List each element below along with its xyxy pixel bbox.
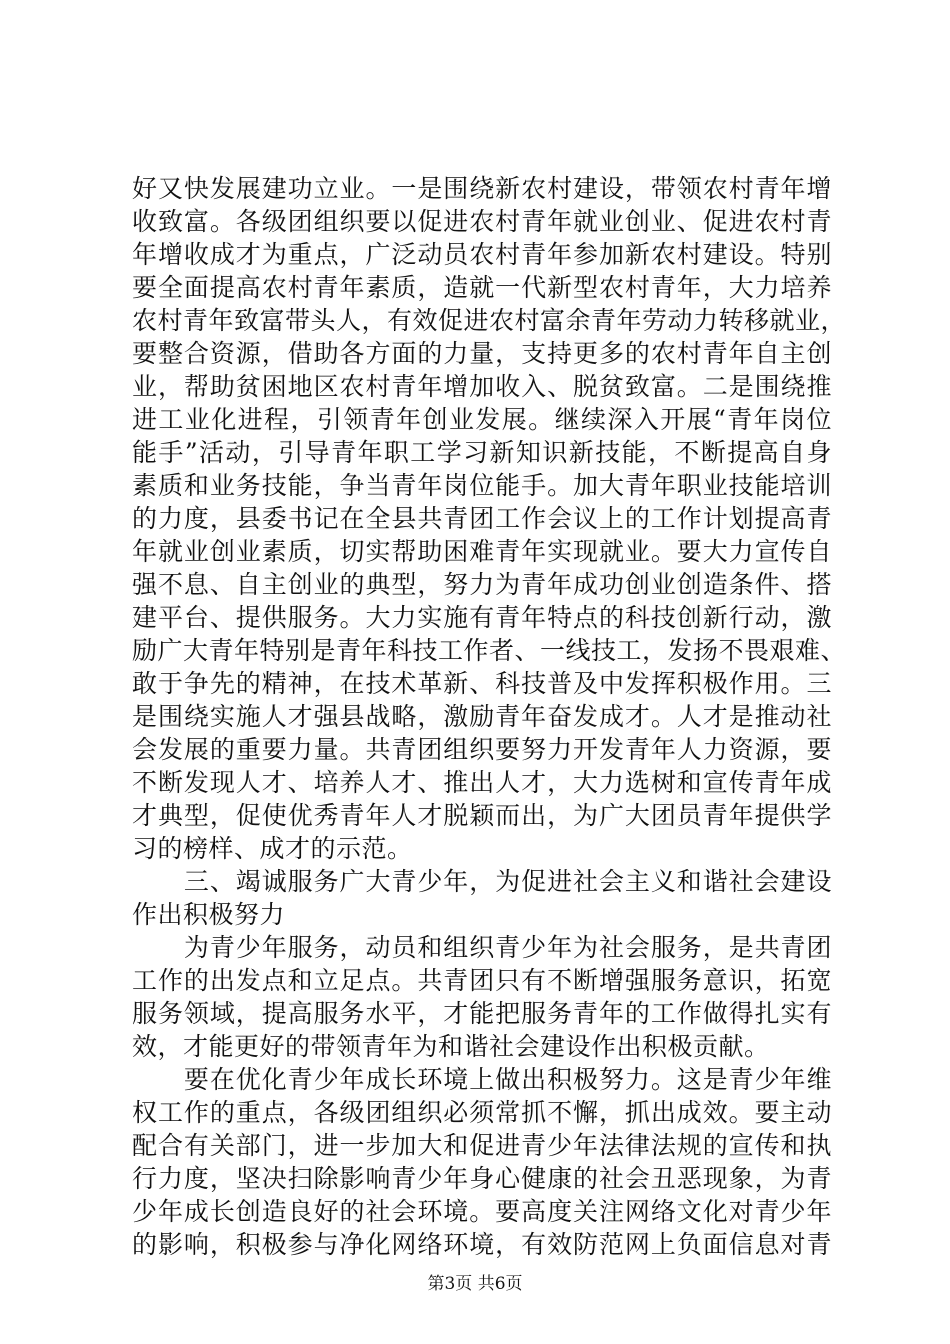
text-line: 权工作的重点，各级团组织必须常抓不懈，抓出成效。要主动 (132, 1098, 832, 1127)
text-line: 要全面提高农村青年素质，造就一代新型农村青年，大力培养 (132, 273, 832, 302)
text-line: 素质和业务技能，争当青年岗位能手。加大青年职业技能培训 (132, 471, 832, 500)
text-line: 建平台、提供服务。大力实施有青年特点的科技创新行动，激 (132, 603, 832, 632)
text-line: 要整合资源，借助各方面的力量，支持更多的农村青年自主创 (132, 339, 832, 368)
section-heading-line: 三、竭诚服务广大青少年，为促进社会主义和谐社会建设 (132, 867, 832, 896)
text-line: 为青少年服务，动员和组织青少年为社会服务，是共青团 (132, 933, 832, 962)
text-line: 的影响，积极参与净化网络环境，有效防范网上负面信息对青 (132, 1230, 832, 1259)
text-line: 才典型，促使优秀青年人才脱颖而出，为广大团员青年提供学 (132, 801, 832, 830)
text-line: 要在优化青少年成长环境上做出积极努力。这是青少年维 (132, 1065, 832, 1094)
text-line: 是围绕实施人才强县战略，激励青年奋发成才。人才是推动社 (132, 702, 832, 731)
text-line: 习的榜样、成才的示范。 (132, 834, 413, 863)
text-line: 年就业创业素质，切实帮助困难青年实现就业。要大力宣传自 (132, 537, 832, 566)
text-line: 的力度，县委书记在全县共青团工作会议上的工作计划提高青 (132, 504, 832, 533)
text-line: 服务领域，提高服务水平，才能把服务青年的工作做得扎实有 (132, 999, 832, 1028)
page-footer (0, 1272, 950, 1296)
text-line: 能手”活动，引导青年职工学习新知识新技能，不断提高自身 (132, 438, 832, 467)
section-heading-line: 作出积极努力 (132, 900, 286, 929)
text-line: 敢于争先的精神，在技术革新、科技普及中发挥积极作用。三 (132, 669, 832, 698)
text-line: 行力度，坚决扫除影响青少年身心健康的社会丑恶现象，为青 (132, 1164, 832, 1193)
body-text (132, 172, 847, 1261)
page-number-label: 第3页 共6页 (427, 1274, 523, 1294)
text-line: 效，才能更好的带领青年为和谐社会建设作出积极贡献。 (132, 1032, 770, 1061)
text-line: 会发展的重要力量。共青团组织要努力开发青年人力资源，要 (132, 735, 832, 764)
text-line: 强不息、自主创业的典型，努力为青年成功创业创造条件、搭 (132, 570, 832, 599)
text-line: 励广大青年特别是青年科技工作者、一线技工，发扬不畏艰难、 (132, 636, 847, 665)
text-line: 工作的出发点和立足点。共青团只有不断增强服务意识，拓宽 (132, 966, 832, 995)
text-line: 少年成长创造良好的社会环境。要高度关注网络文化对青少年 (132, 1197, 832, 1226)
text-line: 配合有关部门，进一步加大和促进青少年法律法规的宣传和执 (132, 1131, 832, 1160)
text-line: 好又快发展建功立业。一是围绕新农村建设，带领农村青年增 (132, 174, 832, 203)
text-line: 进工业化进程，引领青年创业发展。继续深入开展“青年岗位 (132, 405, 832, 434)
text-line: 农村青年致富带头人，有效促进农村富余青年劳动力转移就业， (132, 306, 847, 335)
text-line: 业，帮助贫困地区农村青年增加收入、脱贫致富。二是围绕推 (132, 372, 832, 401)
text-line: 不断发现人才、培养人才、推出人才，大力选树和宣传青年成 (132, 768, 832, 797)
text-line: 收致富。各级团组织要以促进农村青年就业创业、促进农村青 (132, 207, 832, 236)
text-line: 年增收成才为重点，广泛动员农村青年参加新农村建设。特别 (132, 240, 832, 269)
